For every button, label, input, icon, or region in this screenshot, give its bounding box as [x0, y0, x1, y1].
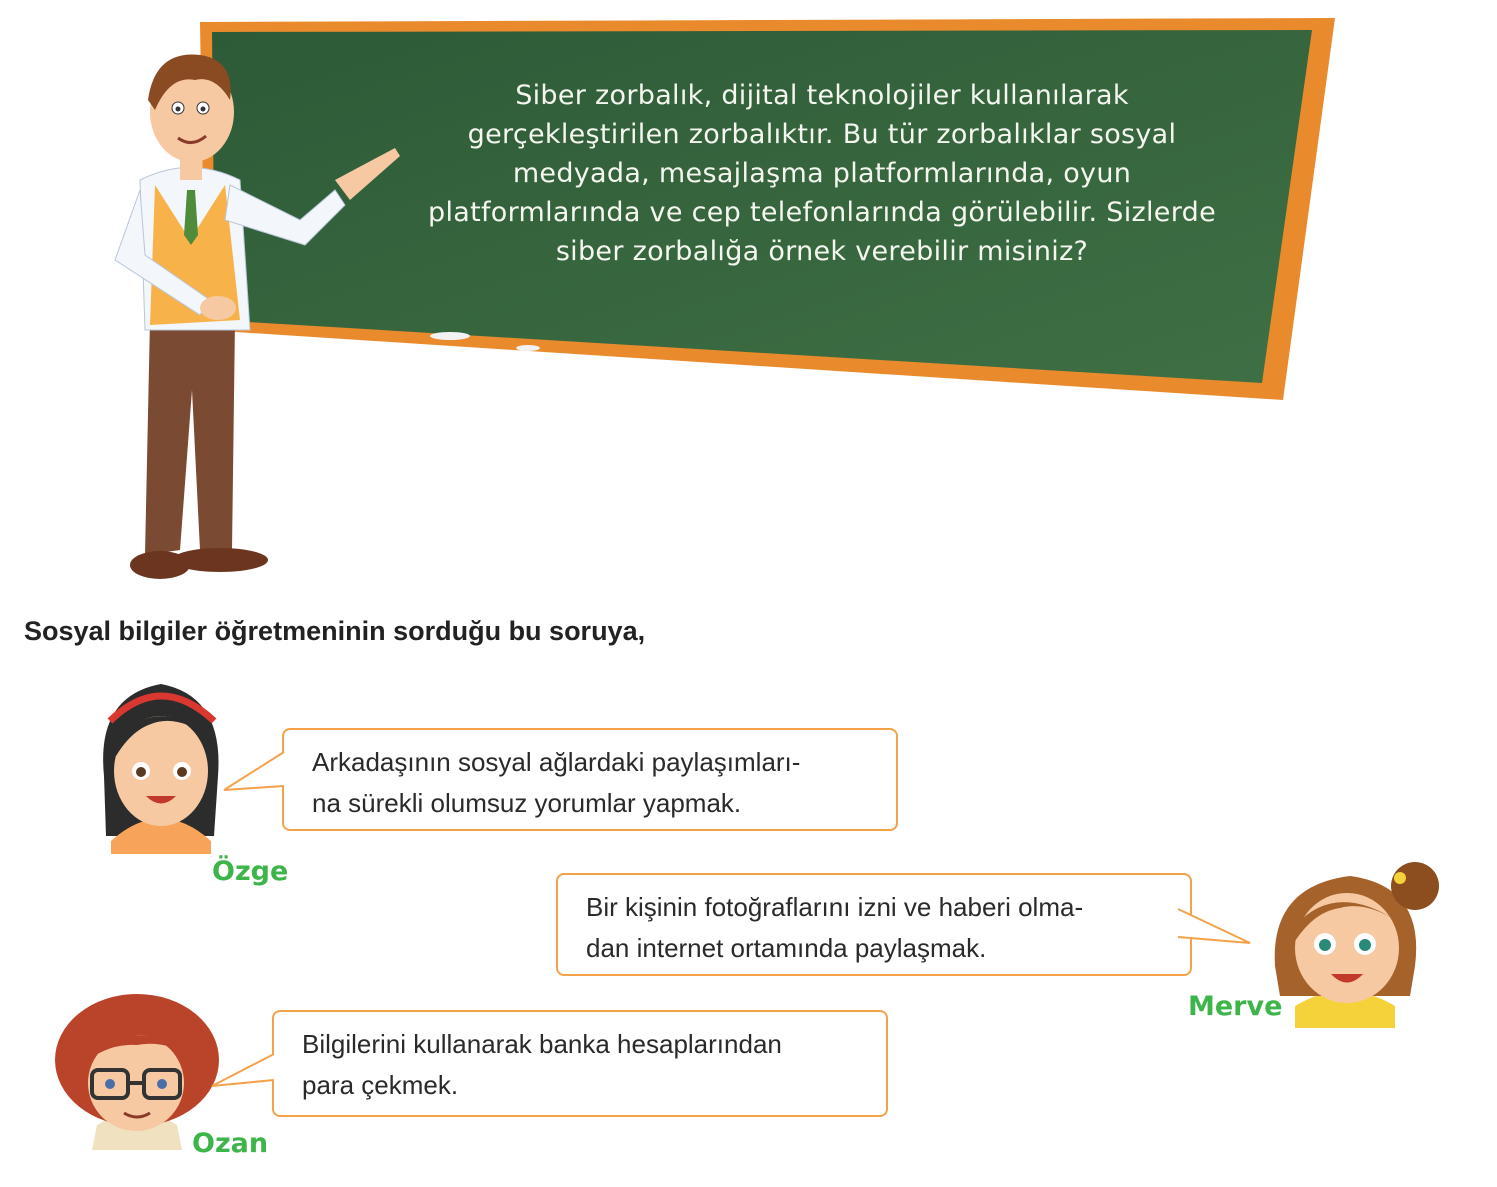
bubble-tail-ozan — [210, 1050, 276, 1090]
bubble-tail-merve — [1172, 905, 1254, 951]
bubble-line: dan internet ortamında paylaşmak. — [586, 933, 987, 963]
speech-bubble-ozge — [282, 728, 898, 831]
bubble-line: para çekmek. — [302, 1070, 459, 1100]
girl-merve-avatar — [1265, 856, 1445, 1028]
speech-bubble-merve — [556, 873, 1192, 976]
bubble-line: na sürekli olumsuz yorumlar yapmak. — [312, 788, 742, 818]
speech-bubble-ozan — [272, 1010, 888, 1117]
board-text — [392, 76, 1252, 271]
teacher-illustration — [100, 30, 410, 590]
board-line: Siber zorbalık, dijital teknolojiler kullanılarak — [515, 80, 1129, 111]
bubble-tail-ozge — [222, 748, 286, 794]
board-line: medyada, mesajlaşma platformlarında, oyun — [512, 158, 1132, 189]
girl-ozge-avatar — [96, 676, 226, 854]
name-ozge: Özge — [212, 856, 289, 887]
name-merve: Merve — [1188, 991, 1283, 1022]
bubble-line: Bir kişinin fotoğraflarını izni ve haberi olma- — [586, 892, 1084, 922]
bubble-line: Arkadaşının sosyal ağlardaki paylaşımları- — [312, 747, 801, 777]
board-line: platformlarında ve cep telefonlarında görülebilir. Sizlerde — [428, 197, 1216, 228]
question-text: Sosyal bilgiler öğretmeninin sorduğu bu soruya, — [24, 616, 646, 646]
board-line: gerçekleştirilen zorbalıktır. Bu tür zorbalıklar sosyal — [467, 119, 1177, 150]
bubble-line: Bilgilerini kullanarak banka hesaplarından — [302, 1029, 782, 1059]
board-line: siber zorbalığa örnek verebilir misiniz? — [555, 236, 1089, 267]
name-ozan: Ozan — [192, 1128, 269, 1159]
